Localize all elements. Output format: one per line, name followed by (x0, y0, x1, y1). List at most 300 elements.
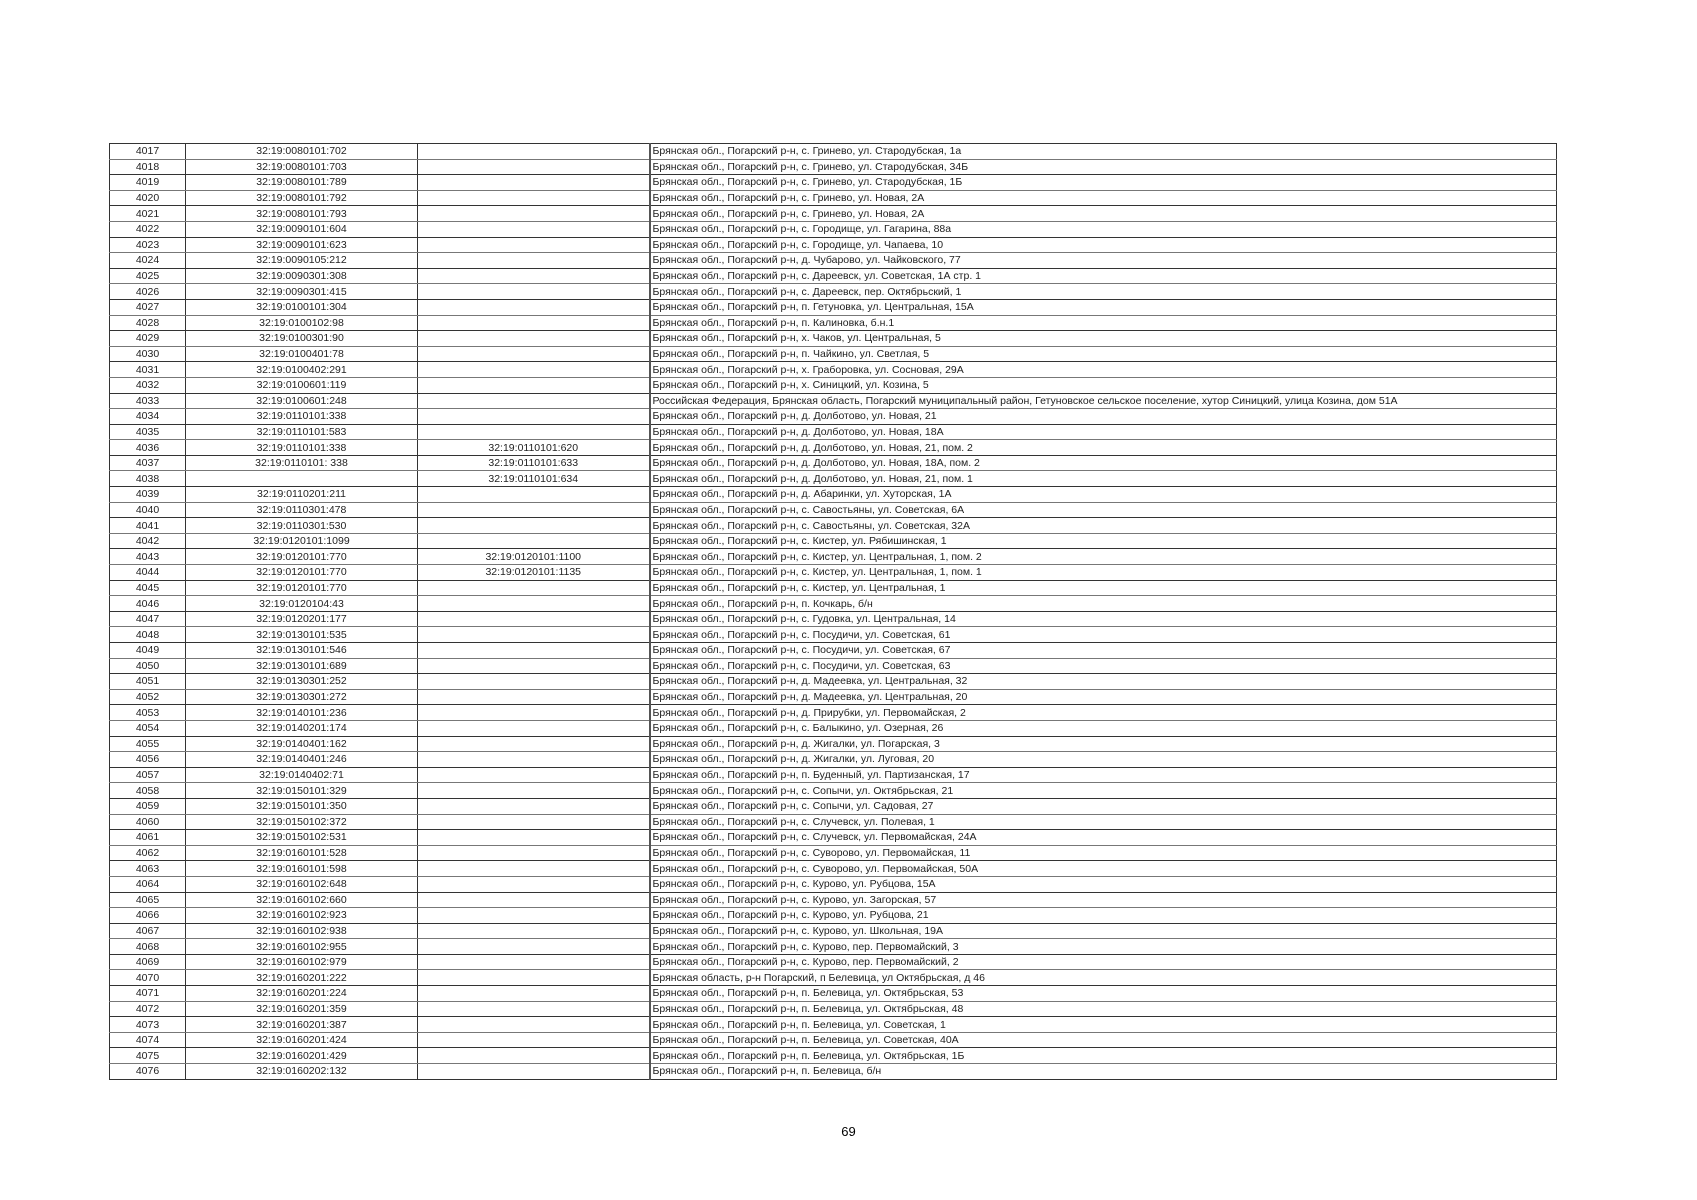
cadastral-number-cell: 32:19:0080101:792 (186, 190, 418, 206)
related-cadastral-number-cell (418, 284, 650, 300)
cadastral-number-cell: 32:19:0160202:132 (186, 1064, 418, 1080)
row-number-cell: 4046 (110, 596, 186, 612)
cadastral-number-cell: 32:19:0160201:222 (186, 970, 418, 986)
address-cell: Брянская обл., Погарский р-н, х. Синицкий, ул. Козина, 5 (650, 377, 1557, 393)
row-number-cell: 4063 (110, 861, 186, 877)
related-cadastral-number-cell (418, 190, 650, 206)
cadastral-number-cell: 32:19:0110101:338 (186, 409, 418, 425)
address-cell: Брянская обл., Погарский р-н, п. Калиновка, б.н.1 (650, 315, 1557, 331)
cadastral-number-cell: 32:19:0120201:177 (186, 611, 418, 627)
related-cadastral-number-cell (418, 939, 650, 955)
row-number-cell: 4053 (110, 705, 186, 721)
address-cell: Брянская обл., Погарский р-н, д. Абаринки, ул. Хуторская, 1А (650, 487, 1557, 503)
related-cadastral-number-cell (418, 783, 650, 799)
row-number-cell: 4076 (110, 1064, 186, 1080)
address-cell: Брянская обл., Погарский р-н, с. Сопычи, ул. Октябрьская, 21 (650, 783, 1557, 799)
cadastral-number-cell: 32:19:0090101:623 (186, 237, 418, 253)
related-cadastral-number-cell (418, 611, 650, 627)
related-cadastral-number-cell (418, 1048, 650, 1064)
row-number-cell: 4017 (110, 144, 186, 160)
row-number-cell: 4051 (110, 674, 186, 690)
cadastral-number-cell: 32:19:0140401:246 (186, 752, 418, 768)
related-cadastral-number-cell (418, 845, 650, 861)
table-row (110, 346, 1557, 362)
row-number-cell: 4021 (110, 206, 186, 222)
address-cell: Брянская обл., Погарский р-н, д. Жигалки, ул. Луговая, 20 (650, 752, 1557, 768)
table-row (110, 1032, 1557, 1048)
address-cell: Брянская обл., Погарский р-н, с. Гудовка, ул. Центральная, 14 (650, 611, 1557, 627)
table-row (110, 533, 1557, 549)
row-number-cell: 4019 (110, 175, 186, 191)
cadastral-number-cell: 32:19:0100601:248 (186, 393, 418, 409)
row-number-cell: 4073 (110, 1017, 186, 1033)
related-cadastral-number-cell (418, 331, 650, 347)
table-row (110, 549, 1557, 565)
related-cadastral-number-cell (418, 674, 650, 690)
address-cell: Брянская обл., Погарский р-н, п. Белевица, ул. Октябрьская, 53 (650, 986, 1557, 1002)
table-row (110, 409, 1557, 425)
table-row (110, 674, 1557, 690)
related-cadastral-number-cell (418, 346, 650, 362)
row-number-cell: 4061 (110, 830, 186, 846)
address-cell: Брянская обл., Погарский р-н, с. Посудичи, ул. Советская, 67 (650, 643, 1557, 659)
related-cadastral-number-cell (418, 861, 650, 877)
row-number-cell: 4042 (110, 533, 186, 549)
cadastral-number-cell: 32:19:0140201:174 (186, 720, 418, 736)
row-number-cell: 4062 (110, 845, 186, 861)
cadastral-number-cell: 32:19:0090105:212 (186, 253, 418, 269)
related-cadastral-number-cell: 32:19:0110101:634 (418, 471, 650, 487)
related-cadastral-number-cell (418, 424, 650, 440)
address-cell: Брянская обл., Погарский р-н, д. Прирубки, ул. Первомайская, 2 (650, 705, 1557, 721)
table-row (110, 253, 1557, 269)
table-row (110, 908, 1557, 924)
table-row (110, 970, 1557, 986)
table-row (110, 736, 1557, 752)
related-cadastral-number-cell: 32:19:0110101:620 (418, 440, 650, 456)
table-row (110, 783, 1557, 799)
related-cadastral-number-cell (418, 518, 650, 534)
address-cell: Брянская обл., Погарский р-н, с. Курово, пер. Первомайский, 3 (650, 939, 1557, 955)
table-row (110, 892, 1557, 908)
row-number-cell: 4037 (110, 455, 186, 471)
cadastral-number-cell: 32:19:0160102:938 (186, 923, 418, 939)
cadastral-number-cell: 32:19:0120101:1099 (186, 533, 418, 549)
related-cadastral-number-cell (418, 206, 650, 222)
cadastral-number-cell: 32:19:0110301:478 (186, 502, 418, 518)
related-cadastral-number-cell (418, 1001, 650, 1017)
row-number-cell: 4070 (110, 970, 186, 986)
address-cell: Брянская обл., Погарский р-н, д. Долботово, ул. Новая, 18А, пом. 2 (650, 455, 1557, 471)
cadastral-number-cell: 32:19:0150101:329 (186, 783, 418, 799)
row-number-cell: 4024 (110, 253, 186, 269)
related-cadastral-number-cell (418, 393, 650, 409)
address-cell: Брянская обл., Погарский р-н, с. Городище, ул. Чапаева, 10 (650, 237, 1557, 253)
table-row (110, 221, 1557, 237)
cadastral-number-cell: 32:19:0160101:598 (186, 861, 418, 877)
table-row (110, 1048, 1557, 1064)
related-cadastral-number-cell (418, 923, 650, 939)
related-cadastral-number-cell (418, 268, 650, 284)
cadastral-number-cell: 32:19:0160201:424 (186, 1032, 418, 1048)
address-cell: Брянская обл., Погарский р-н, п. Белевица, ул. Советская, 40А (650, 1032, 1557, 1048)
address-cell: Брянская обл., Погарский р-н, д. Долботово, ул. Новая, 21, пом. 2 (650, 440, 1557, 456)
related-cadastral-number-cell (418, 377, 650, 393)
table-row (110, 424, 1557, 440)
table-row (110, 954, 1557, 970)
cadastral-number-cell: 32:19:0140402:71 (186, 767, 418, 783)
row-number-cell: 4036 (110, 440, 186, 456)
table-row (110, 159, 1557, 175)
address-cell: Брянская обл., Погарский р-н, п. Белевица, ул. Октябрьская, 1Б (650, 1048, 1557, 1064)
row-number-cell: 4030 (110, 346, 186, 362)
cadastral-number-cell: 32:19:0130301:272 (186, 689, 418, 705)
row-number-cell: 4025 (110, 268, 186, 284)
row-number-cell: 4033 (110, 393, 186, 409)
row-number-cell: 4058 (110, 783, 186, 799)
address-cell: Брянская обл., Погарский р-н, с. Гринево, ул. Новая, 2А (650, 206, 1557, 222)
row-number-cell: 4059 (110, 798, 186, 814)
table-row (110, 923, 1557, 939)
row-number-cell: 4069 (110, 954, 186, 970)
address-cell: Брянская обл., Погарский р-н, с. Савостьяны, ул. Советская, 6А (650, 502, 1557, 518)
table-row (110, 471, 1557, 487)
related-cadastral-number-cell (418, 175, 650, 191)
cadastral-number-cell: 32:19:0160102:923 (186, 908, 418, 924)
related-cadastral-number-cell (418, 1017, 650, 1033)
address-cell: Брянская обл., Погарский р-н, с. Курово, ул. Рубцова, 21 (650, 908, 1557, 924)
cadastral-number-cell: 32:19:0160102:979 (186, 954, 418, 970)
address-cell: Брянская обл., Погарский р-н, с. Гринево, ул. Новая, 2А (650, 190, 1557, 206)
row-number-cell: 4071 (110, 986, 186, 1002)
address-cell: Брянская обл., Погарский р-н, с. Гринево, ул. Стародубская, 34Б (650, 159, 1557, 175)
related-cadastral-number-cell (418, 970, 650, 986)
table-row (110, 190, 1557, 206)
cadastral-number-cell: 32:19:0160201:359 (186, 1001, 418, 1017)
row-number-cell: 4050 (110, 658, 186, 674)
table-row (110, 986, 1557, 1002)
address-cell: Брянская обл., Погарский р-н, с. Курово, пер. Первомайский, 2 (650, 954, 1557, 970)
row-number-cell: 4056 (110, 752, 186, 768)
table-row (110, 565, 1557, 581)
cadastral-number-cell: 32:19:0150102:372 (186, 814, 418, 830)
row-number-cell: 4040 (110, 502, 186, 518)
address-cell: Брянская обл., Погарский р-н, х. Чаков, ул. Центральная, 5 (650, 331, 1557, 347)
cadastral-number-cell: 32:19:0160201:429 (186, 1048, 418, 1064)
address-cell: Брянская обл., Погарский р-н, с. Курово, ул. Рубцова, 15А (650, 876, 1557, 892)
row-number-cell: 4041 (110, 518, 186, 534)
related-cadastral-number-cell (418, 315, 650, 331)
address-cell: Брянская обл., Погарский р-н, с. Случевск, ул. Полевая, 1 (650, 814, 1557, 830)
table-row (110, 502, 1557, 518)
row-number-cell: 4052 (110, 689, 186, 705)
address-cell: Брянская обл., Погарский р-н, п. Кочкарь, б/н (650, 596, 1557, 612)
related-cadastral-number-cell (418, 502, 650, 518)
address-cell: Брянская обл., Погарский р-н, с. Случевск, ул. Первомайская, 24А (650, 830, 1557, 846)
row-number-cell: 4055 (110, 736, 186, 752)
address-cell: Брянская обл., Погарский р-н, с. Гринево, ул. Стародубская, 1Б (650, 175, 1557, 191)
row-number-cell: 4022 (110, 221, 186, 237)
related-cadastral-number-cell (418, 876, 650, 892)
address-cell: Брянская обл., Погарский р-н, д. Долботово, ул. Новая, 21 (650, 409, 1557, 425)
table-row (110, 377, 1557, 393)
table-row (110, 299, 1557, 315)
address-cell: Брянская обл., Погарский р-н, д. Чубарово, ул. Чайковского, 77 (650, 253, 1557, 269)
cadastral-number-cell: 32:19:0080101:789 (186, 175, 418, 191)
row-number-cell: 4066 (110, 908, 186, 924)
related-cadastral-number-cell (418, 689, 650, 705)
cadastral-number-cell: 32:19:0100101:304 (186, 299, 418, 315)
table-row (110, 689, 1557, 705)
cadastral-number-cell: 32:19:0120101:770 (186, 580, 418, 596)
table-row (110, 144, 1557, 160)
related-cadastral-number-cell (418, 299, 650, 315)
table-row (110, 876, 1557, 892)
row-number-cell: 4065 (110, 892, 186, 908)
table-row (110, 455, 1557, 471)
address-cell: Брянская обл., Погарский р-н, д. Жигалки, ул. Погарская, 3 (650, 736, 1557, 752)
cadastral-number-cell: 32:19:0140101:236 (186, 705, 418, 721)
table-row (110, 658, 1557, 674)
related-cadastral-number-cell (418, 1064, 650, 1080)
row-number-cell: 4035 (110, 424, 186, 440)
related-cadastral-number-cell (418, 892, 650, 908)
table-row (110, 767, 1557, 783)
row-number-cell: 4057 (110, 767, 186, 783)
table-row (110, 627, 1557, 643)
cadastral-number-cell: 32:19:0160102:955 (186, 939, 418, 955)
row-number-cell: 4032 (110, 377, 186, 393)
address-cell: Брянская обл., Погарский р-н, с. Кистер, ул. Центральная, 1, пом. 1 (650, 565, 1557, 581)
address-cell: Брянская обл., Погарский р-н, с. Курово, ул. Школьная, 19А (650, 923, 1557, 939)
related-cadastral-number-cell (418, 362, 650, 378)
cadastral-number-cell (186, 471, 418, 487)
related-cadastral-number-cell (418, 596, 650, 612)
table-row (110, 596, 1557, 612)
cadastral-number-cell: 32:19:0130101:546 (186, 643, 418, 659)
row-number-cell: 4027 (110, 299, 186, 315)
related-cadastral-number-cell: 32:19:0110101:633 (418, 455, 650, 471)
related-cadastral-number-cell (418, 752, 650, 768)
table-row (110, 643, 1557, 659)
row-number-cell: 4075 (110, 1048, 186, 1064)
address-cell: Брянская обл., Погарский р-н, д. Мадеевка, ул. Центральная, 20 (650, 689, 1557, 705)
row-number-cell: 4054 (110, 720, 186, 736)
address-cell: Брянская обл., Погарский р-н, п. Гетуновка, ул. Центральная, 15А (650, 299, 1557, 315)
cadastral-number-cell: 32:19:0150102:531 (186, 830, 418, 846)
cadastral-number-cell: 32:19:0150101:350 (186, 798, 418, 814)
row-number-cell: 4038 (110, 471, 186, 487)
related-cadastral-number-cell (418, 767, 650, 783)
cadastral-number-cell: 32:19:0110101:583 (186, 424, 418, 440)
row-number-cell: 4044 (110, 565, 186, 581)
table-row (110, 237, 1557, 253)
address-cell: Брянская обл., Погарский р-н, п. Белевица, ул. Советская, 1 (650, 1017, 1557, 1033)
address-cell: Брянская обл., Погарский р-н, п. Чайкино, ул. Светлая, 5 (650, 346, 1557, 362)
related-cadastral-number-cell (418, 144, 650, 160)
related-cadastral-number-cell (418, 736, 650, 752)
table-row (110, 206, 1557, 222)
address-cell: Брянская обл., Погарский р-н, с. Кистер, ул. Центральная, 1 (650, 580, 1557, 596)
cadastral-number-cell: 32:19:0160201:224 (186, 986, 418, 1002)
address-cell: Брянская обл., Погарский р-н, с. Дареевск, пер. Октябрьский, 1 (650, 284, 1557, 300)
related-cadastral-number-cell (418, 830, 650, 846)
address-cell: Брянская обл., Погарский р-н, д. Долботово, ул. Новая, 21, пом. 1 (650, 471, 1557, 487)
row-number-cell: 4048 (110, 627, 186, 643)
table-row (110, 845, 1557, 861)
table-row (110, 752, 1557, 768)
row-number-cell: 4043 (110, 549, 186, 565)
cadastral-number-cell: 32:19:0140401:162 (186, 736, 418, 752)
related-cadastral-number-cell (418, 580, 650, 596)
cadastral-number-cell: 32:19:0080101:703 (186, 159, 418, 175)
table-row (110, 705, 1557, 721)
related-cadastral-number-cell (418, 237, 650, 253)
property-table (109, 143, 1557, 1080)
row-number-cell: 4060 (110, 814, 186, 830)
row-number-cell: 4072 (110, 1001, 186, 1017)
row-number-cell: 4039 (110, 487, 186, 503)
related-cadastral-number-cell (418, 487, 650, 503)
address-cell: Брянская обл., Погарский р-н, с. Городище, ул. Гагарина, 88а (650, 221, 1557, 237)
table-row (110, 362, 1557, 378)
table-row (110, 1064, 1557, 1080)
cadastral-number-cell: 32:19:0120104:43 (186, 596, 418, 612)
property-table-body (110, 144, 1557, 1080)
table-row (110, 393, 1557, 409)
related-cadastral-number-cell (418, 1032, 650, 1048)
related-cadastral-number-cell (418, 533, 650, 549)
address-cell: Брянская обл., Погарский р-н, с. Сопычи, ул. Садовая, 27 (650, 798, 1557, 814)
cadastral-number-cell: 32:19:0080101:793 (186, 206, 418, 222)
table-row (110, 440, 1557, 456)
table-row (110, 720, 1557, 736)
table-row (110, 268, 1557, 284)
row-number-cell: 4049 (110, 643, 186, 659)
address-cell: Брянская обл., Погарский р-н, п. Буденный, ул. Партизанская, 17 (650, 767, 1557, 783)
cadastral-number-cell: 32:19:0100402:291 (186, 362, 418, 378)
address-cell: Брянская обл., Погарский р-н, с. Посудичи, ул. Советская, 61 (650, 627, 1557, 643)
page-number: 69 (841, 1124, 856, 1139)
address-cell: Брянская обл., Погарский р-н, с. Балыкино, ул. Озерная, 26 (650, 720, 1557, 736)
address-cell: Российская Федерация, Брянская область, Погарский муниципальный район, Гетуновское сельское поселение, хутор Синицкий, улица Козина, дом 51А (650, 393, 1557, 409)
table-row (110, 611, 1557, 627)
row-number-cell: 4045 (110, 580, 186, 596)
cadastral-number-cell: 32:19:0110101: 338 (186, 455, 418, 471)
address-cell: Брянская обл., Погарский р-н, п. Белевица, б/н (650, 1064, 1557, 1080)
table-row (110, 1017, 1557, 1033)
address-cell: Брянская обл., Погарский р-н, с. Кистер, ул. Рябишинская, 1 (650, 533, 1557, 549)
table-row (110, 1001, 1557, 1017)
address-cell: Брянская обл., Погарский р-н, п. Белевица, ул. Октябрьская, 48 (650, 1001, 1557, 1017)
cadastral-number-cell: 32:19:0100401:78 (186, 346, 418, 362)
cadastral-number-cell: 32:19:0130101:689 (186, 658, 418, 674)
table-row (110, 861, 1557, 877)
cadastral-number-cell: 32:19:0090301:415 (186, 284, 418, 300)
related-cadastral-number-cell (418, 908, 650, 924)
cadastral-number-cell: 32:19:0110201:211 (186, 487, 418, 503)
cadastral-number-cell: 32:19:0160201:387 (186, 1017, 418, 1033)
table-row (110, 814, 1557, 830)
cadastral-number-cell: 32:19:0090101:604 (186, 221, 418, 237)
address-cell: Брянская обл., Погарский р-н, с. Курово, ул. Загорская, 57 (650, 892, 1557, 908)
address-cell: Брянская обл., Погарский р-н, с. Дареевск, ул. Советская, 1А стр. 1 (650, 268, 1557, 284)
address-cell: Брянская обл., Погарский р-н, с. Суворово, ул. Первомайская, 11 (650, 845, 1557, 861)
related-cadastral-number-cell (418, 814, 650, 830)
related-cadastral-number-cell (418, 986, 650, 1002)
table-row (110, 331, 1557, 347)
table-row (110, 798, 1557, 814)
address-cell: Брянская обл., Погарский р-н, с. Савостьяны, ул. Советская, 32А (650, 518, 1557, 534)
cadastral-number-cell: 32:19:0160101:528 (186, 845, 418, 861)
related-cadastral-number-cell (418, 658, 650, 674)
cadastral-number-cell: 32:19:0120101:770 (186, 549, 418, 565)
cadastral-number-cell: 32:19:0110301:530 (186, 518, 418, 534)
address-cell: Брянская обл., Погарский р-н, х. Граборовка, ул. Сосновая, 29А (650, 362, 1557, 378)
table-row (110, 939, 1557, 955)
related-cadastral-number-cell (418, 720, 650, 736)
address-cell: Брянская обл., Погарский р-н, с. Суворово, ул. Первомайская, 50А (650, 861, 1557, 877)
related-cadastral-number-cell: 32:19:0120101:1135 (418, 565, 650, 581)
row-number-cell: 4029 (110, 331, 186, 347)
address-cell: Брянская обл., Погарский р-н, с. Посудичи, ул. Советская, 63 (650, 658, 1557, 674)
cadastral-number-cell: 32:19:0100601:119 (186, 377, 418, 393)
cadastral-number-cell: 32:19:0130101:535 (186, 627, 418, 643)
row-number-cell: 4068 (110, 939, 186, 955)
address-cell: Брянская обл., Погарский р-н, д. Мадеевка, ул. Центральная, 32 (650, 674, 1557, 690)
table-row (110, 315, 1557, 331)
row-number-cell: 4023 (110, 237, 186, 253)
related-cadastral-number-cell (418, 954, 650, 970)
table-row (110, 518, 1557, 534)
cadastral-number-cell: 32:19:0100301:90 (186, 331, 418, 347)
address-cell: Брянская обл., Погарский р-н, д. Долботово, ул. Новая, 18А (650, 424, 1557, 440)
related-cadastral-number-cell: 32:19:0120101:1100 (418, 549, 650, 565)
cadastral-number-cell: 32:19:0120101:770 (186, 565, 418, 581)
cadastral-number-cell: 32:19:0090301:308 (186, 268, 418, 284)
row-number-cell: 4028 (110, 315, 186, 331)
related-cadastral-number-cell (418, 409, 650, 425)
table-row (110, 580, 1557, 596)
table-row (110, 830, 1557, 846)
cadastral-number-cell: 32:19:0160102:648 (186, 876, 418, 892)
address-cell: Брянская обл., Погарский р-н, с. Кистер, ул. Центральная, 1, пом. 2 (650, 549, 1557, 565)
row-number-cell: 4026 (110, 284, 186, 300)
related-cadastral-number-cell (418, 798, 650, 814)
related-cadastral-number-cell (418, 627, 650, 643)
table-row (110, 487, 1557, 503)
row-number-cell: 4047 (110, 611, 186, 627)
cadastral-number-cell: 32:19:0130301:252 (186, 674, 418, 690)
related-cadastral-number-cell (418, 221, 650, 237)
table-row (110, 284, 1557, 300)
related-cadastral-number-cell (418, 705, 650, 721)
table-row (110, 175, 1557, 191)
address-cell: Брянская обл., Погарский р-н, с. Гринево, ул. Стародубская, 1а (650, 144, 1557, 160)
address-cell: Брянская область, р-н Погарский, п Белевица, ул Октябрьская, д 46 (650, 970, 1557, 986)
related-cadastral-number-cell (418, 159, 650, 175)
row-number-cell: 4031 (110, 362, 186, 378)
row-number-cell: 4020 (110, 190, 186, 206)
related-cadastral-number-cell (418, 253, 650, 269)
cadastral-number-cell: 32:19:0080101:702 (186, 144, 418, 160)
cadastral-number-cell: 32:19:0100102:98 (186, 315, 418, 331)
row-number-cell: 4018 (110, 159, 186, 175)
cadastral-number-cell: 32:19:0160102:660 (186, 892, 418, 908)
row-number-cell: 4067 (110, 923, 186, 939)
related-cadastral-number-cell (418, 643, 650, 659)
row-number-cell: 4064 (110, 876, 186, 892)
